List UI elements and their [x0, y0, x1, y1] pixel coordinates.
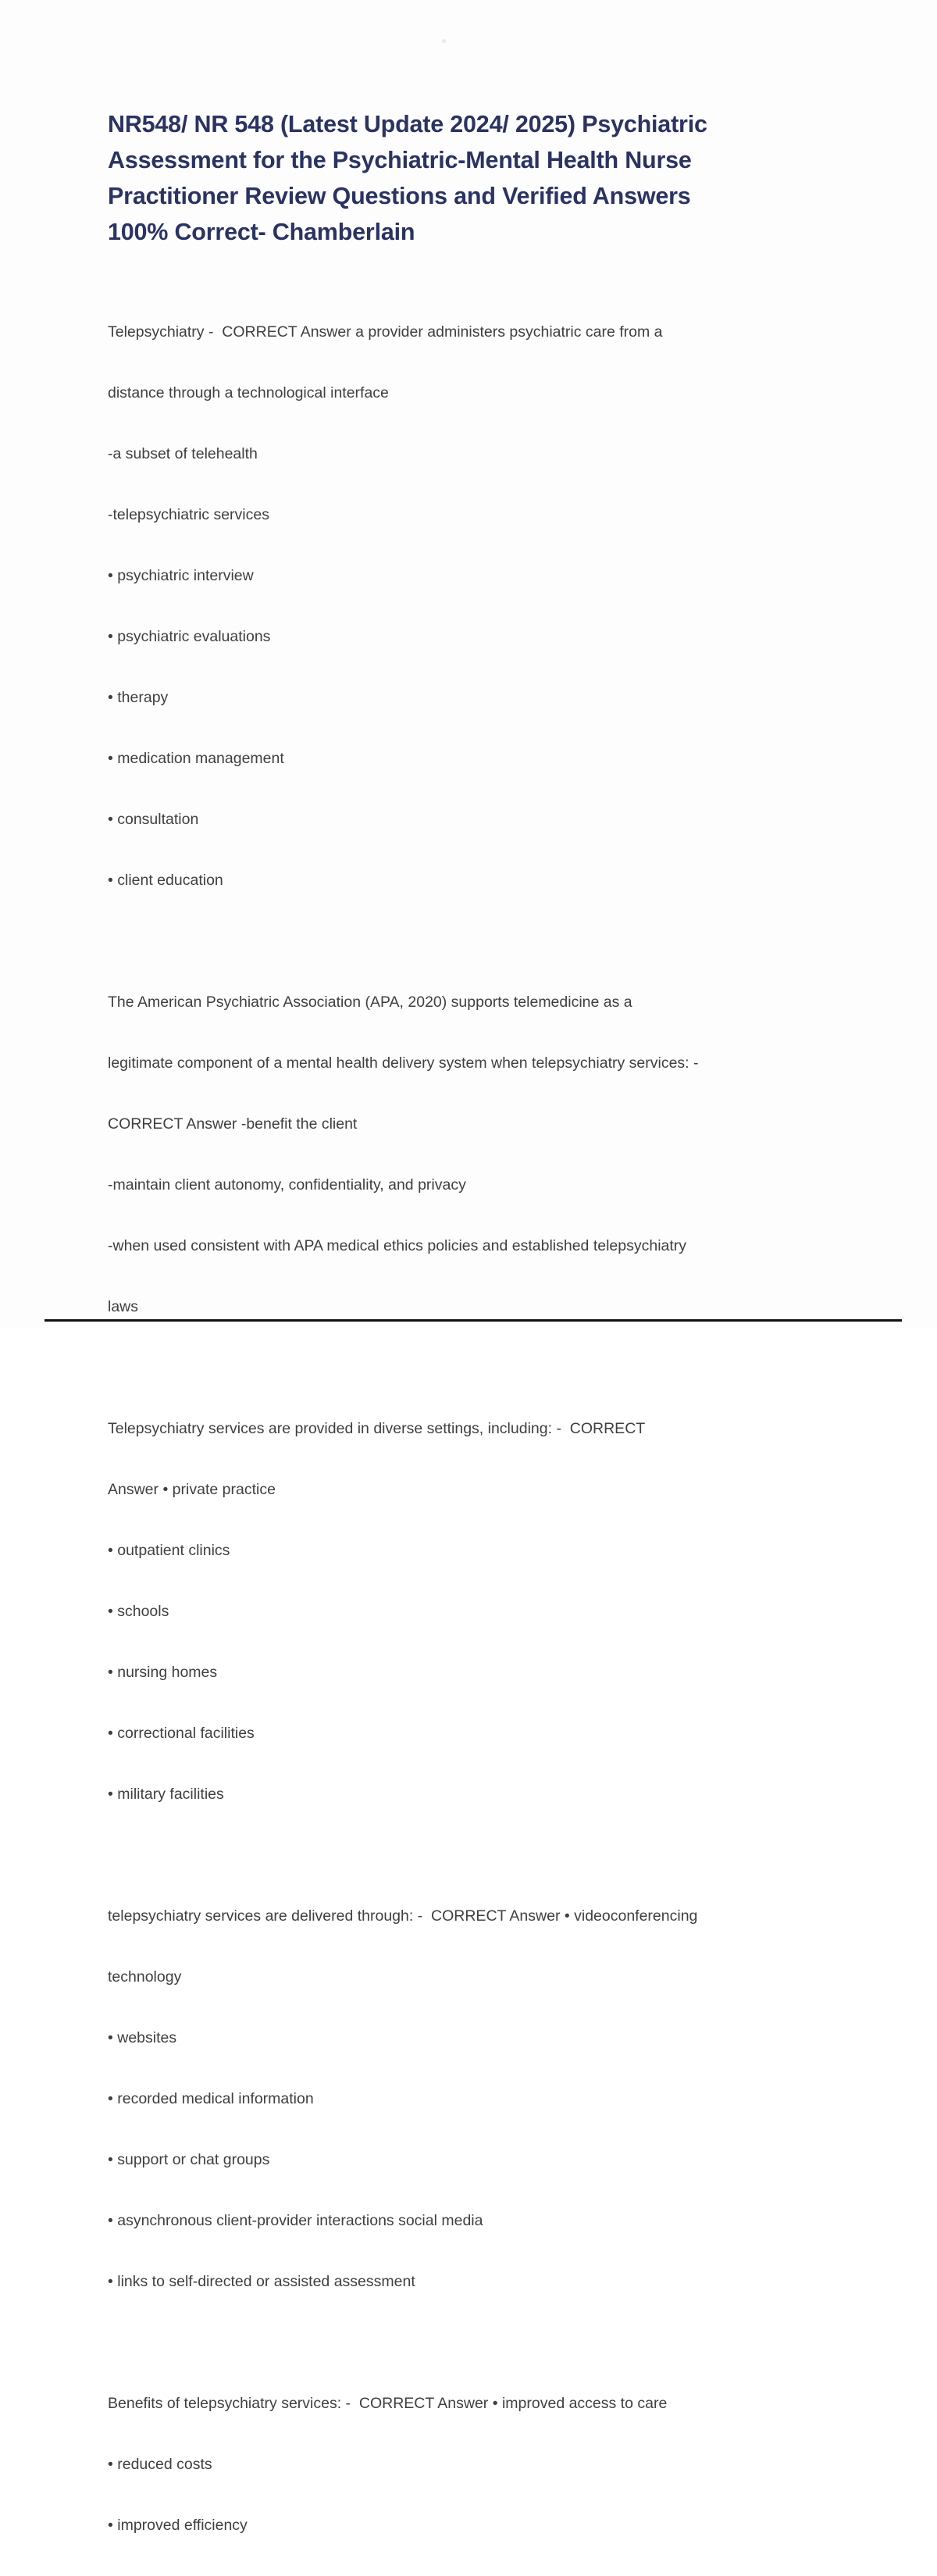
- text-line: Telepsychiatry - CORRECT Answer a provider administers psychiatric care from a: [108, 323, 663, 341]
- qa-block-telepsychiatry-settings: [108, 1378, 795, 1845]
- bullet-item: • military facilities: [108, 1786, 224, 1803]
- text-line: technology: [108, 1968, 182, 1986]
- bullet-item: • asynchronous client-provider interactions social media: [108, 2212, 483, 2229]
- text-line: Answer • private practice: [108, 1481, 276, 1498]
- page-title: [108, 106, 748, 250]
- bullet-item: • links to self-directed or assisted assessment: [108, 2273, 415, 2290]
- bullet-item: • reduced costs: [108, 2456, 212, 2473]
- footer-divider: [45, 1319, 902, 1322]
- bullet-item: • support or chat groups: [108, 2151, 270, 2168]
- document-body: [108, 281, 795, 2576]
- text-line: -maintain client autonomy, confidentiality, and privacy: [108, 1176, 466, 1193]
- qa-block-telepsychiatry-delivery: [108, 1865, 795, 2332]
- text-line: telepsychiatry services are delivered through: - CORRECT Answer • videoconferencing: [108, 1907, 698, 1925]
- text-line: legitimate component of a mental health delivery system when telepsychiatry services: -: [108, 1054, 699, 1072]
- bullet-item: • outpatient clinics: [108, 1542, 230, 1559]
- bullet-item: • recorded medical information: [108, 2090, 314, 2107]
- text-line: CORRECT Answer -benefit the client: [108, 1115, 358, 1133]
- page-title-line-3: Health Nurse Practitioner Review Questions and: [108, 147, 692, 209]
- text-line: -when used consistent with APA medical ethics policies and established telepsychiatry: [108, 1237, 687, 1254]
- qa-block-telepsychiatry-definition: [108, 281, 795, 931]
- page-title-line-1: NR548/ NR 548 (Latest Update 2024/ 2025): [108, 111, 575, 137]
- page-title-line-4: Verified Answers 100% Correct- Chamberlain: [108, 183, 691, 245]
- document-content: [108, 106, 795, 2576]
- text-line: laws: [108, 1298, 139, 1315]
- bullet-item: • correctional facilities: [108, 1725, 255, 1742]
- text-line: Telepsychiatry services are provided in diverse settings, including: - CORRECT: [108, 1420, 646, 1437]
- bullet-item: • schools: [108, 1603, 169, 1620]
- qa-block-telepsychiatry-benefits: [108, 2353, 795, 2576]
- bullet-item: • therapy: [108, 689, 169, 706]
- bullet-item: • client education: [108, 872, 223, 889]
- text-line: The American Psychiatric Association (APA, 2020) supports telemedicine as a: [108, 994, 632, 1011]
- bullet-item: • psychiatric interview: [108, 567, 254, 584]
- text-line: -telepsychiatric services: [108, 506, 269, 523]
- bullet-item: • websites: [108, 2029, 177, 2046]
- qa-block-apa-supports-telemedicine: [108, 951, 795, 1358]
- scan-artifact-speck: [442, 39, 446, 43]
- page-title-line-2: Psychiatric Assessment for the Psychiatric-Mental: [108, 111, 707, 173]
- text-line: distance through a technological interface: [108, 384, 389, 401]
- bullet-item: • psychiatric evaluations: [108, 628, 271, 645]
- bullet-item: • nursing homes: [108, 1664, 218, 1681]
- text-line: -a subset of telehealth: [108, 445, 258, 462]
- bullet-item: • consultation: [108, 811, 199, 828]
- text-line: Benefits of telepsychiatry services: - CORRECT Answer • improved access to care: [108, 2395, 668, 2412]
- bullet-item: • improved efficiency: [108, 2517, 248, 2534]
- bullet-item: • medication management: [108, 750, 284, 767]
